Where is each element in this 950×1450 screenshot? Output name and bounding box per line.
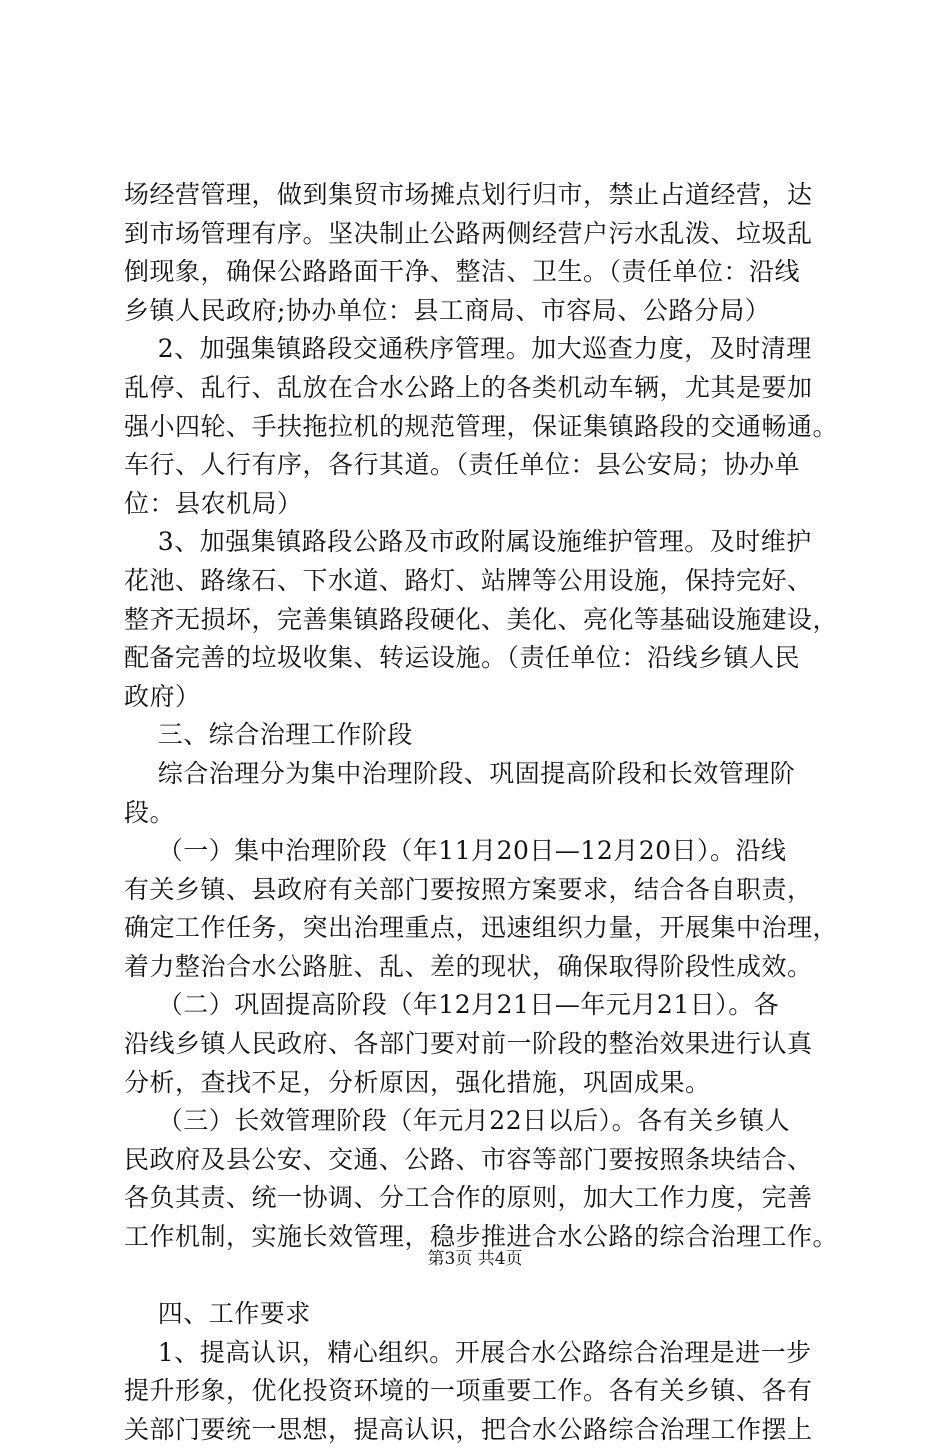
text-line: 1、提高认识，精心组织。开展合水公路综合治理是进一步 [124, 1337, 812, 1367]
text-line: 确定工作任务，突出治理重点，迅速组织力量，开展集中治理， [124, 913, 839, 943]
text-line: 强小四轮、手扶拖拉机的规范管理，保证集镇路段的交通畅通。 [124, 411, 839, 441]
text-line: 着力整治合水公路脏、乱、差的现状，确保取得阶段性成效。 [124, 951, 813, 981]
text-line: 分析，查找不足，分析原因，强化措施，巩固成果。 [124, 1067, 711, 1097]
text-line: 综合治理分为集中治理阶段、巩固提高阶段和长效管理阶 [124, 758, 796, 788]
section-heading: 四、工作要求 [124, 1299, 311, 1329]
text-line: 各负其责、统一协调、分工合作的原则，加大工作力度，完善 [124, 1183, 813, 1213]
text-line: 提升形象，优化投资环境的一项重要工作。各有关乡镇、各有 [124, 1376, 813, 1406]
text-line: 政府） [124, 681, 201, 711]
text-line: 关部门要统一思想，提高认识，把合水公路综合治理工作摆上 [124, 1415, 813, 1444]
text-line: 整齐无损坏，完善集镇路段硬化、美化、亮化等基础设施建设， [124, 604, 839, 634]
page-number-label: 第3页 共4页 [427, 1249, 523, 1269]
text-line: 3、加强集镇路段公路及市政附属设施维护管理。及时维护 [124, 527, 812, 557]
text-line: 段。 [124, 797, 176, 827]
text-line: 工作机制，实施长效管理，稳步推进合水公路的综合治理工作。 [124, 1222, 839, 1252]
text-line: 沿线乡镇人民政府、各部门要对前一阶段的整治效果进行认真 [124, 1029, 813, 1059]
text-line: 民政府及县公安、交通、公路、市容等部门要按照条块结合、 [124, 1144, 813, 1174]
text-line: 乱停、乱行、乱放在合水公路上的各类机动车辆，尤其是要加 [124, 372, 813, 402]
text-line: 乡镇人民政府;协办单位：县工商局、市容局、公路分局） [124, 295, 771, 325]
text-line: （一）集中治理阶段（年11月20日—12月20日）。沿线 [124, 836, 787, 866]
text-line: （二）巩固提高阶段（年12月21日—年元月21日）。各 [124, 990, 780, 1020]
text-line: 倒现象，确保公路路面干净、整洁、卫生。（责任单位：沿线 [124, 257, 801, 287]
text-line: 花池、路缘石、下水道、路灯、站牌等公用设施，保持完好、 [124, 565, 813, 595]
text-line: 位：县农机局） [124, 488, 303, 518]
text-line: 车行、人行有序，各行其道。（责任单位：县公安局；协办单 [124, 450, 801, 480]
text-line: （三）长效管理阶段（年元月22日以后）。各有关乡镇人 [124, 1106, 791, 1136]
page-footer [0, 1244, 950, 1269]
text-line: 到市场管理有序。坚决制止公路两侧经营户污水乱泼、垃圾乱 [124, 218, 813, 248]
text-line: 配备完善的垃圾收集、转运设施。（责任单位：沿线乡镇人民 [124, 643, 801, 673]
section-heading: 三、综合治理工作阶段 [124, 720, 413, 750]
text-line: 2、加强集镇路段交通秩序管理。加大巡查力度，及时清理 [124, 334, 812, 364]
text-line: 有关乡镇、县政府有关部门要按照方案要求，结合各自职责， [124, 874, 813, 904]
text-line: 场经营管理，做到集贸市场摊点划行归市，禁止占道经营，达 [124, 180, 813, 209]
